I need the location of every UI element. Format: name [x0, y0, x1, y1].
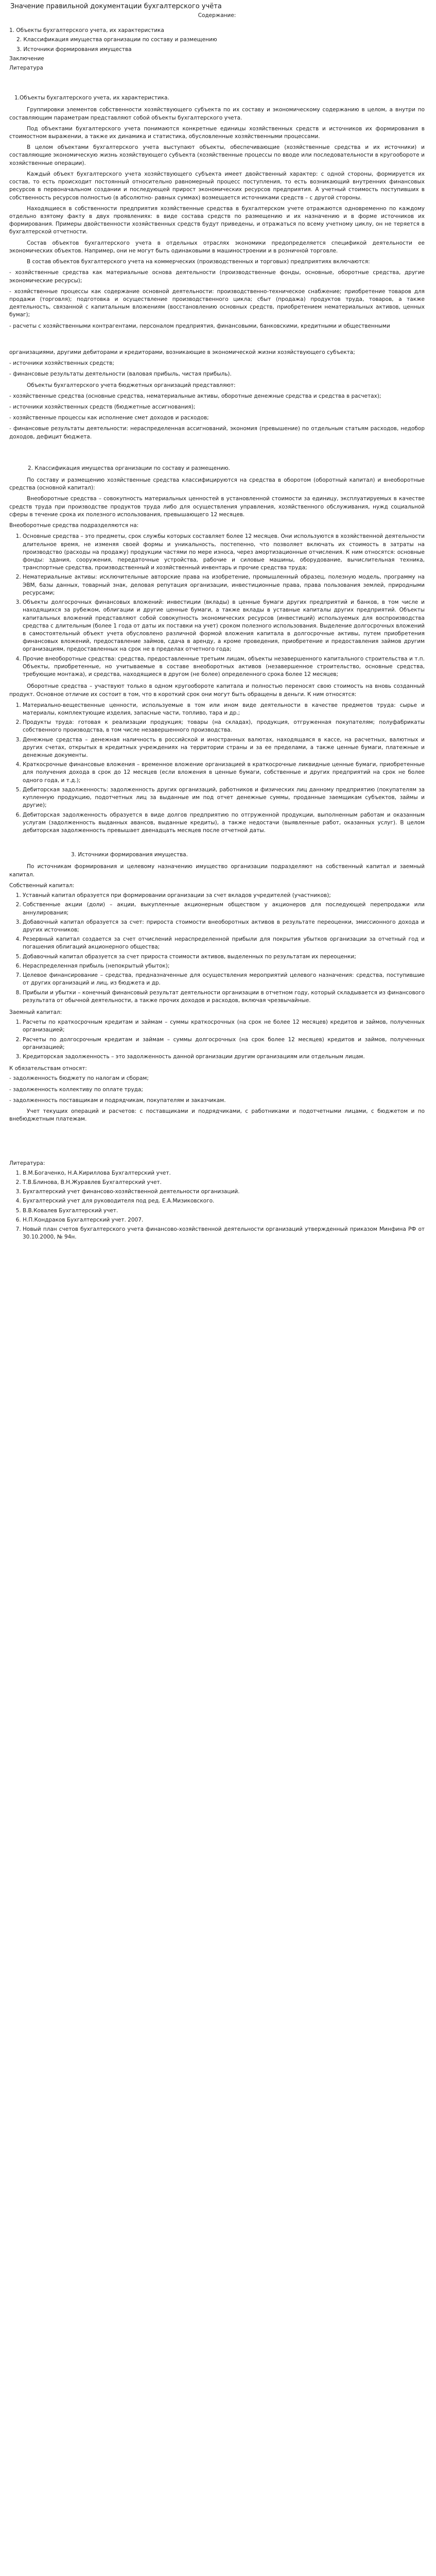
list-item: 6. Дебиторская задолженность образуется в виде долгов предприятию по отгруженной продукции, выполненным работам и оказанным услугам (задолженность выданных авансов, выданные кредиты), а также недостачи (выявленные работ, оказанных услуг). В целом дебиторская задолженность превышает двенадцать месяцев после отчетной даты. [23, 811, 425, 835]
list-item: 1. В.М.Богаченко, Н.А.Кириллова Бухгалтерский учет. [23, 1170, 425, 1177]
list-item: 8. Прибыли и убытки – конечный финансовый результат деятельности организации в отчетном году, который складывается из финансового результата от обычной деятельности, а также прочих доходов и расходов, включая чрезвычайные. [23, 989, 425, 1005]
paragraph: Внеоборотные средства – совокупность материальных ценностей в установленной стоимости за единицу, эксплуатируемых в качестве средств труда при производстве продуктов труда либо для осуществления управления, хозяйственного обслуживания, нужд социальной сферы в течение срока их полезного использования, превышающего 12 месяцев. [9, 496, 425, 518]
paragraph: Учет текущих операций и расчетов: с поставщиками и подрядчиками, с работниками и подотчетными лицами, с бюджетом и по внебюджетным платежам. [9, 1108, 425, 1123]
paragraph: Оборотные средства – участвуют только в одном кругообороте капитала и полностью переносят свою стоимость на вновь созданный продукт. Основное отличие их состоит в том, что в короткий срок они могут быть обращены в деньги. К ним относятся: [9, 683, 425, 698]
list-item: 7. Целевое финансирование – средства, предназначенные для осуществления мероприятий целевого назначения: средства, поступившие от других организаций и лиц, из бюджета и др. [23, 972, 425, 987]
paragraph: - источники хозяйственных средств; [9, 360, 114, 367]
loan-capital-label: Заемный капитал: [9, 1009, 62, 1015]
paragraph: - задолженность бюджету по налогам и сборам; [9, 1075, 149, 1082]
page-title: Значение правильной документации бухгалтерского учёта [10, 3, 222, 10]
list-item: 2. Продукты труда: готовая к реализации продукция; товары (на складах), продукция, отгруженная покупателям; полуфабрикаты собственного производства, в том числе незавершенного производства. [23, 719, 425, 734]
list-item: 3. Кредиторская задолженность – это задолженность данной организации другим организациям или отдельным лицам. [23, 1053, 425, 1061]
list-item: 5. Добавочный капитал образуется за счет прироста стоимости активов, выделенных по результатам их переоценки; [23, 953, 425, 961]
noncurrent-assets-list [9, 533, 425, 679]
paragraph: В состав объектов бухгалтерского учета на коммерческих (производственных и торговых) предприятиях включаются: [27, 259, 370, 265]
toc-item: Литература [9, 64, 43, 71]
contents-label: Содержание: [198, 12, 236, 19]
list-item: 3. Объекты долгосрочных финансовых вложений: инвестиции (вклады) в ценные бумаги других предприятий и банков, в том числе и находящихся за рубежом, облигации и другие ценные бумаги, а также вклады в уставные капиталы других предприятий. Объекты капитальных вложений представляют собой совокупность экономических ресурсов (инвестиций) используемых для воспроизводства средства с длительным (более 1 года от даты их поставки на учет) сроком полезного использования. Выделение долгосрочных вложений в самостоятельный объект учета обусловлено различной формой вложения капитала в долгосрочные активы, путем приобретения финансовых вложений, предоставление займов, сдача в аренду, а кроме проведения, приобретение и предоставления займов другим организациям, предоставленных на срок не в пределах отчетного года; [23, 599, 425, 654]
list-item: 1. Уставный капитал образуется при формировании организации за счет вкладов учредителей (участников); [23, 892, 425, 900]
paragraph: - хозяйственные процессы как исполнение смет доходов и расходов; [9, 415, 209, 421]
paragraph: - хозяйственные процессы как содержание основной деятельности: производственно-техническое снабжение; приобретение товаров для продажи (торговля); подготовка и осуществление производственного цикла; сбыт (продажа) продуктов труда, товаров, а также деятельность, связанной с капитальным вложениям (восстановлению основных средств, приобретением нематериальных активов, ценных бумаг); [9, 288, 425, 318]
paragraph: организациями, другими дебиторами и кредиторами, возникающие в экономической жизни хозяйствующего субъекта; [9, 349, 355, 355]
paragraph: Группировки элементов собственности хозяйствующего субъекта по их составу и экономическому содержанию в целом, а внутри по составляющим параметрам представляют собой объекты бухгалтерского учета. [9, 107, 425, 121]
section-1-heading: 1.Объекты бухгалтерского учета, их характеристика. [14, 95, 169, 101]
paragraph: Объекты бухгалтерского учета бюджетных организаций представляют: [27, 382, 236, 388]
literature-list [9, 1170, 425, 1242]
section-1 [9, 94, 425, 441]
paragraph: Внеоборотные средства подразделяются на: [9, 522, 139, 529]
paragraph: По источникам формирования и целевому назначению имущество организации подразделяют на собственный капитал и заемный капитал. [9, 863, 425, 878]
obligations-label: К обязательствам относят: [9, 1065, 87, 1072]
paragraph: В целом объектами бухгалтерского учета выступают объекты, обеспечивающие (хозяйственные средства и их источники) и составляющие экономическую жизнь хозяйствующего субъекта (хозяйственные процессы по вводе или последовательности в кругообороте и хозяйственные операции). [9, 144, 425, 166]
list-item: 4. Краткосрочные финансовые вложения – временное вложение организацией в краткосрочные ликвидные ценные бумаги, приобретенные для получения дохода в срок до 12 месяцев (если вложения в ценные бумаги, собственные и других предприятий на срок не более одного года, и т.д.); [23, 761, 425, 785]
paragraph: Состав объектов бухгалтерского учета в отдельных отраслях экономики предопределяется спецификой деятельности ее экономических объектов. Например, они не могут быть одинаковыми в машиностроении и в розничной торговле. [9, 240, 425, 254]
paragraph: - источники хозяйственных средств (бюджетные ассигнования); [9, 403, 196, 410]
paragraph: - финансовые результаты деятельности (валовая прибыль, чистая прибыль). [9, 371, 232, 378]
list-item: 7. Новый план счетов бухгалтерского учета финансово-хозяйственной деятельности организаций утвержденный приказом Минфина РФ от 30.10.2000, № 94н. [23, 1226, 425, 1241]
paragraph: - хозяйственные средства как материальные основа деятельности (производственные фонды, основные, оборотные средства, другие экономические ресурсы); [9, 269, 425, 284]
toc-item: 3. Источники формирования имущества [16, 46, 132, 53]
list-item: 2. Нематериальные активы: исключительные авторские права на изобретение, промышленный образец, полезную модель, программу на ЭВМ, базы данных, товарный знак, деловая репутация организации, инвестиционные права, права пользования землей, природными ресурсами; [23, 573, 425, 597]
paragraph: - хозяйственные средства (основные средства, нематериальные активы, оборотные денежные средства и средства в расчетах); [9, 393, 381, 399]
literature-label: Литература: [9, 1160, 45, 1166]
loan-capital-list [9, 1019, 425, 1061]
paragraph: Находящиеся в собственности предприятия хозяйственные средства в бухгалтерском учете отражаются одновременно по каждому отдельно взятому факту в двух проявлениях: в виде состава средств по размещению и их назначению и в форме источников их формирования. Примеры двойственности хозяйственных средств будут приведены, и отражаться по всему учетному циклу, он не теряется в бухгалтерской отчетности. [9, 205, 425, 235]
toc-item: 1. Объекты бухгалтерского учета, их характеристика [9, 27, 164, 34]
paragraph: Под объектами бухгалтерского учета понимаются конкретные единицы хозяйственных средств и источников их формирования в стоимостном выражении, а также их динамика и статистика, обусловленные хозяйственными процессами. [9, 125, 425, 140]
list-item: 4. Резервный капитал создается за счет отчислений нераспределенной прибыли для покрытия убытков организации за отчетный год и погашения облигаций акционерного общества; [23, 936, 425, 951]
paragraph: - расчеты с хозяйственными контрагентами, персоналом предприятия, финансовыми, банковскими, кредитными и общественными [9, 323, 390, 329]
own-capital-list [9, 892, 425, 1005]
list-item: 3. Денежные средства – денежная наличность в российской и иностранных валютах, находящаяся в кассе, на расчетных, валютных и других счетах, открытых в кредитных учреждениях на территории страны и за ее пределами, а также ценные бумаги, платежные и денежные документы. [23, 736, 425, 760]
paragraph: - финансовые результаты деятельности: нераспределенная ассигнований, экономия (превышение) по отдельным статьям расходов, недобор доходов, дефицит бюджета. [9, 426, 425, 440]
list-item: 6. Нераспределенная прибыль (непокрытый убыток); [23, 962, 425, 970]
list-item: 2. Расчеты по долгосрочным кредитам и займам – суммы долгосрочных (на срок более 12 месяцев) кредитов и займов, полученных организацией; [23, 1036, 425, 1052]
list-item: 2. Собственные акции (доли) – акции, выкупленные акционерным обществом у акционеров для последующей перепродажи или аннулирования; [23, 901, 425, 917]
list-item: 1. Расчеты по краткосрочным кредитам и займам – суммы краткосрочных (на срок не более 12 месяцев) кредитов и займов, полученных организацией; [23, 1019, 425, 1034]
list-item: 2. Т.В.Блинова, В.Н.Журавлев Бухгалтерский учет. [23, 1179, 425, 1187]
list-item: 1. Материально-вещественные ценности, используемые в том или ином виде деятельности в качестве предметов труда: сырье и материалы, комплектующие изделия, запасные части, топливо, тара и др.; [23, 702, 425, 717]
paragraph: - задолженность коллективу по оплате труда; [9, 1086, 143, 1093]
list-item: 4. Бухгалтерский учет для руководителя под ред. Е.А.Мизиковского. [23, 1197, 425, 1205]
list-item: 3. Добавочный капитал образуется за счет: прироста стоимости внеоборотных активов в результате переоценки, эмиссионного дохода и других источников; [23, 919, 425, 934]
own-capital-label: Собственный капитал: [9, 882, 75, 889]
toc-item: 2. Классификация имущества организации по составу и размещению [16, 37, 217, 43]
section-3-heading: 3. Источники формирования имущества. [71, 852, 188, 858]
table-of-contents [9, 27, 425, 72]
paragraph: - задолженность поставщикам и подрядчикам, покупателям и заказчикам. [9, 1097, 226, 1104]
section-2-heading: 2. Классификация имущества организации по составу и размещению. [28, 465, 230, 471]
paragraph: Каждый объект бухгалтерского учета хозяйствующего субъекта имеет двойственный характер: с одной стороны, формируется их состав, то есть происходит постоянный относительно равномерный процесс поступления, то есть возникающий внутренних финансовых ресурсов в первоначальном создании и последующей прирост экономических ресурсов предприятия. А учетный стоимость поступивших в собственность ресурсов полностью (в абсолютно- равных суммах) возмещается источниками средств – с другой стороны. [9, 171, 425, 201]
list-item: 5. В.В.Ковалев Бухгалтерский учет. [23, 1207, 425, 1215]
section-2 [9, 465, 425, 835]
literature-section [9, 1160, 425, 1242]
current-assets-list [9, 702, 425, 835]
section-3 [9, 851, 425, 1123]
list-item: 6. Н.П.Кондраков Бухгалтерский учет. 2007. [23, 1216, 425, 1224]
list-item: 1. Основные средства – это предметы, срок службы которых составляет более 12 месяцев. Они используются в хозяйственной деятельности длительное время, не изменяя своей формы и уникальность, постепенно, что позволяет включать их стоимость в затраты на производство (расходы на продажу) продукции частями по мере износа, через амортизационные отчисления. К ним относятся: основные фонды: здания, сооружения, передаточные устройства, рабочие и силовые машины, оборудование, вычислительная техника, транспортные средства, производственный и хозяйственный инвентарь и прочие средства труда; [23, 533, 425, 572]
list-item: 3. Бухгалтерский учет финансово-хозяйственной деятельности организаций. [23, 1188, 425, 1196]
paragraph: По составу и размещению хозяйственные средства классифицируются на средства в оборотом (оборотный капитал) и внеоборотные средства (основной капитал): [9, 477, 425, 492]
list-item: 5. Дебиторская задолженность: задолженность других организаций, работников и физических лиц данному предприятию (покупателям за купленную продукцию, подотчетных лиц за выданные им под отчет денежные суммы, проданные заемщикам субъектов, займы и другие); [23, 786, 425, 810]
list-item: 4. Прочие внеоборотные средства: средства, предоставленные третьим лицам, объекты незавершенного капитального строительства и т.п. Объекты, приобретенные, но учитываемые в составе внеоборотных активов (незавершенное строительство, основные средства, требующие монтажа), и средства, находящиеся в другом (не более) определенного срока более 12 месяцев; [23, 655, 425, 679]
toc-item: Заключение [9, 55, 44, 62]
